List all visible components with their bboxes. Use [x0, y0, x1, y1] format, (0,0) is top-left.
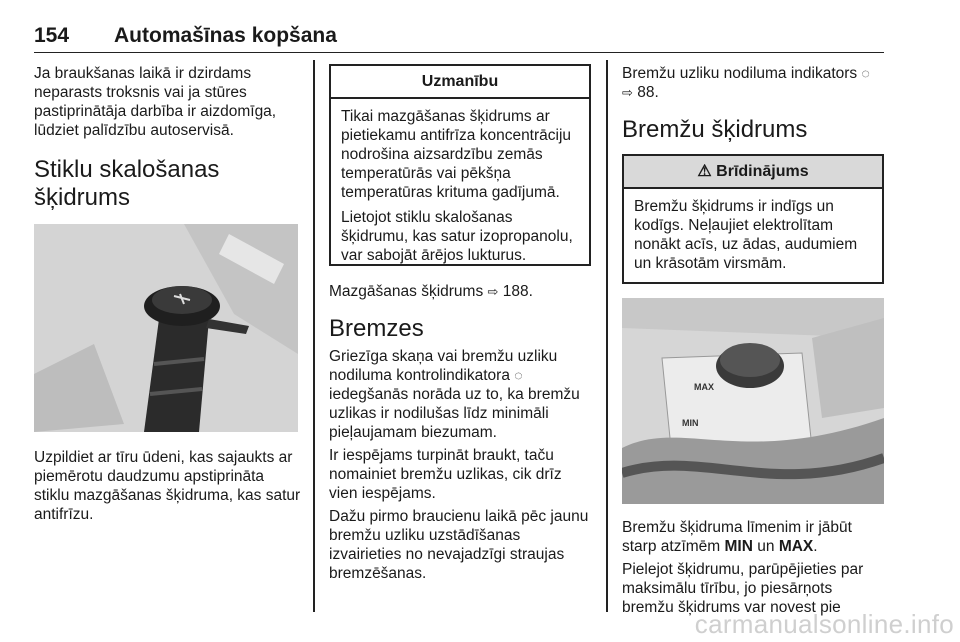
right-column: [622, 64, 884, 621]
column-divider: [313, 60, 315, 612]
page-ref-arrow-icon: ⇨: [487, 284, 499, 299]
warning-triangle-icon: ⚠: [697, 163, 712, 180]
middle-column: [329, 64, 591, 587]
brake-warning-icon: ◌: [514, 367, 523, 383]
page-number: 154: [34, 24, 70, 47]
paragraph-text: .: [813, 538, 818, 555]
max-mark: MAX: [694, 382, 714, 392]
paragraph-text: un: [757, 538, 775, 555]
warning-text: Bremžu šķidrums ir indīgs un kodīgs. Neļaujiet elektrolītam nonākt acīs, uz ādas, audumiem un krāsotām virsmām.: [634, 198, 858, 272]
brake-fluid-reservoir-image: [622, 298, 884, 504]
left-column: [34, 64, 302, 528]
warning-box: [622, 154, 884, 284]
section-heading: Bremžu šķidrums: [622, 116, 808, 143]
max-label: MAX: [778, 538, 814, 555]
paragraph-text: Griezīga skaņa vai bremžu uzliku nodiluma kontrolindikatora: [329, 348, 558, 384]
brake-warning-icon: ◌: [861, 65, 870, 81]
watermark: carmanualsonline.info: [694, 609, 954, 639]
caution-text: Tikai mazgāšanas šķidrums ar pietiekamu antifrīza koncentrāciju nodrošina aizsardzību zemās temperatūrās vai pēkšņa temperatūras krituma gadījumā.: [341, 108, 572, 201]
paragraph-text: iedegšanās norāda uz to, ka bremžu uzlikas ir nodilušas līdz minimāli pieļaujamam biezumam.: [329, 386, 580, 441]
chapter-title: Automašīnas kopšana: [114, 24, 337, 47]
min-mark: MIN: [682, 418, 699, 428]
body-paragraph: Uzpildiet ar tīru ūdeni, kas sajaukts ar piemērotu daudzumu apstiprināta stiklu mazgāšanas šķidruma, kas satur antifrīzu.: [34, 449, 301, 523]
warning-header: [624, 156, 882, 189]
reference-page: 188.: [502, 283, 533, 300]
reference-text: Mazgāšanas šķidrums: [329, 283, 484, 300]
body-paragraph: Pielejot šķidrumu, parūpējieties par maksimālu tīrību, jo piesārņots bremžu šķidrums var novest pie: [622, 561, 864, 616]
body-paragraph: [329, 347, 591, 442]
washer-reservoir-image: [34, 224, 298, 432]
section-heading: Bremzes: [329, 315, 424, 342]
reference-text: Bremžu uzliku nodiluma indikators: [622, 65, 858, 82]
warning-title: Brīdinājums: [716, 163, 809, 180]
reference-page: 88.: [637, 84, 659, 101]
paragraph-text: Bremžu šķidruma līmenim ir jābūt starp atzīmēm: [622, 519, 852, 555]
body-paragraph: Ir iespējams turpināt braukt, taču nomainiet bremžu uzlikas, cik drīz vien iespējams.: [329, 447, 562, 502]
column-divider: [606, 60, 608, 612]
caution-box: [329, 64, 591, 266]
caution-text: Lietojot stiklu skalošanas šķidrumu, kas satur izopropanolu, var sabojāt ārējos lukturus.: [341, 209, 573, 264]
page-header: [34, 18, 884, 53]
cross-reference: [622, 64, 884, 102]
intro-paragraph: Ja braukšanas laikā ir dzirdams neparasts troksnis vai ja stūres pastiprinātāja darbība ir aizdomīga, lūdziet palīdzību autoservisā.: [34, 65, 277, 139]
cross-reference: [329, 282, 591, 301]
min-label: MIN: [724, 538, 753, 555]
section-heading: Stiklu skalošanas šķidrums: [34, 156, 220, 211]
page-ref-arrow-icon: ⇨: [622, 85, 633, 100]
body-paragraph: [622, 518, 884, 556]
body-paragraph: Dažu pirmo braucienu laikā pēc jaunu bremžu uzliku uzstādīšanas izvairieties no nevajadzīgi straujas bremzēšanas.: [329, 508, 589, 582]
caution-title: Uzmanību: [331, 66, 589, 99]
